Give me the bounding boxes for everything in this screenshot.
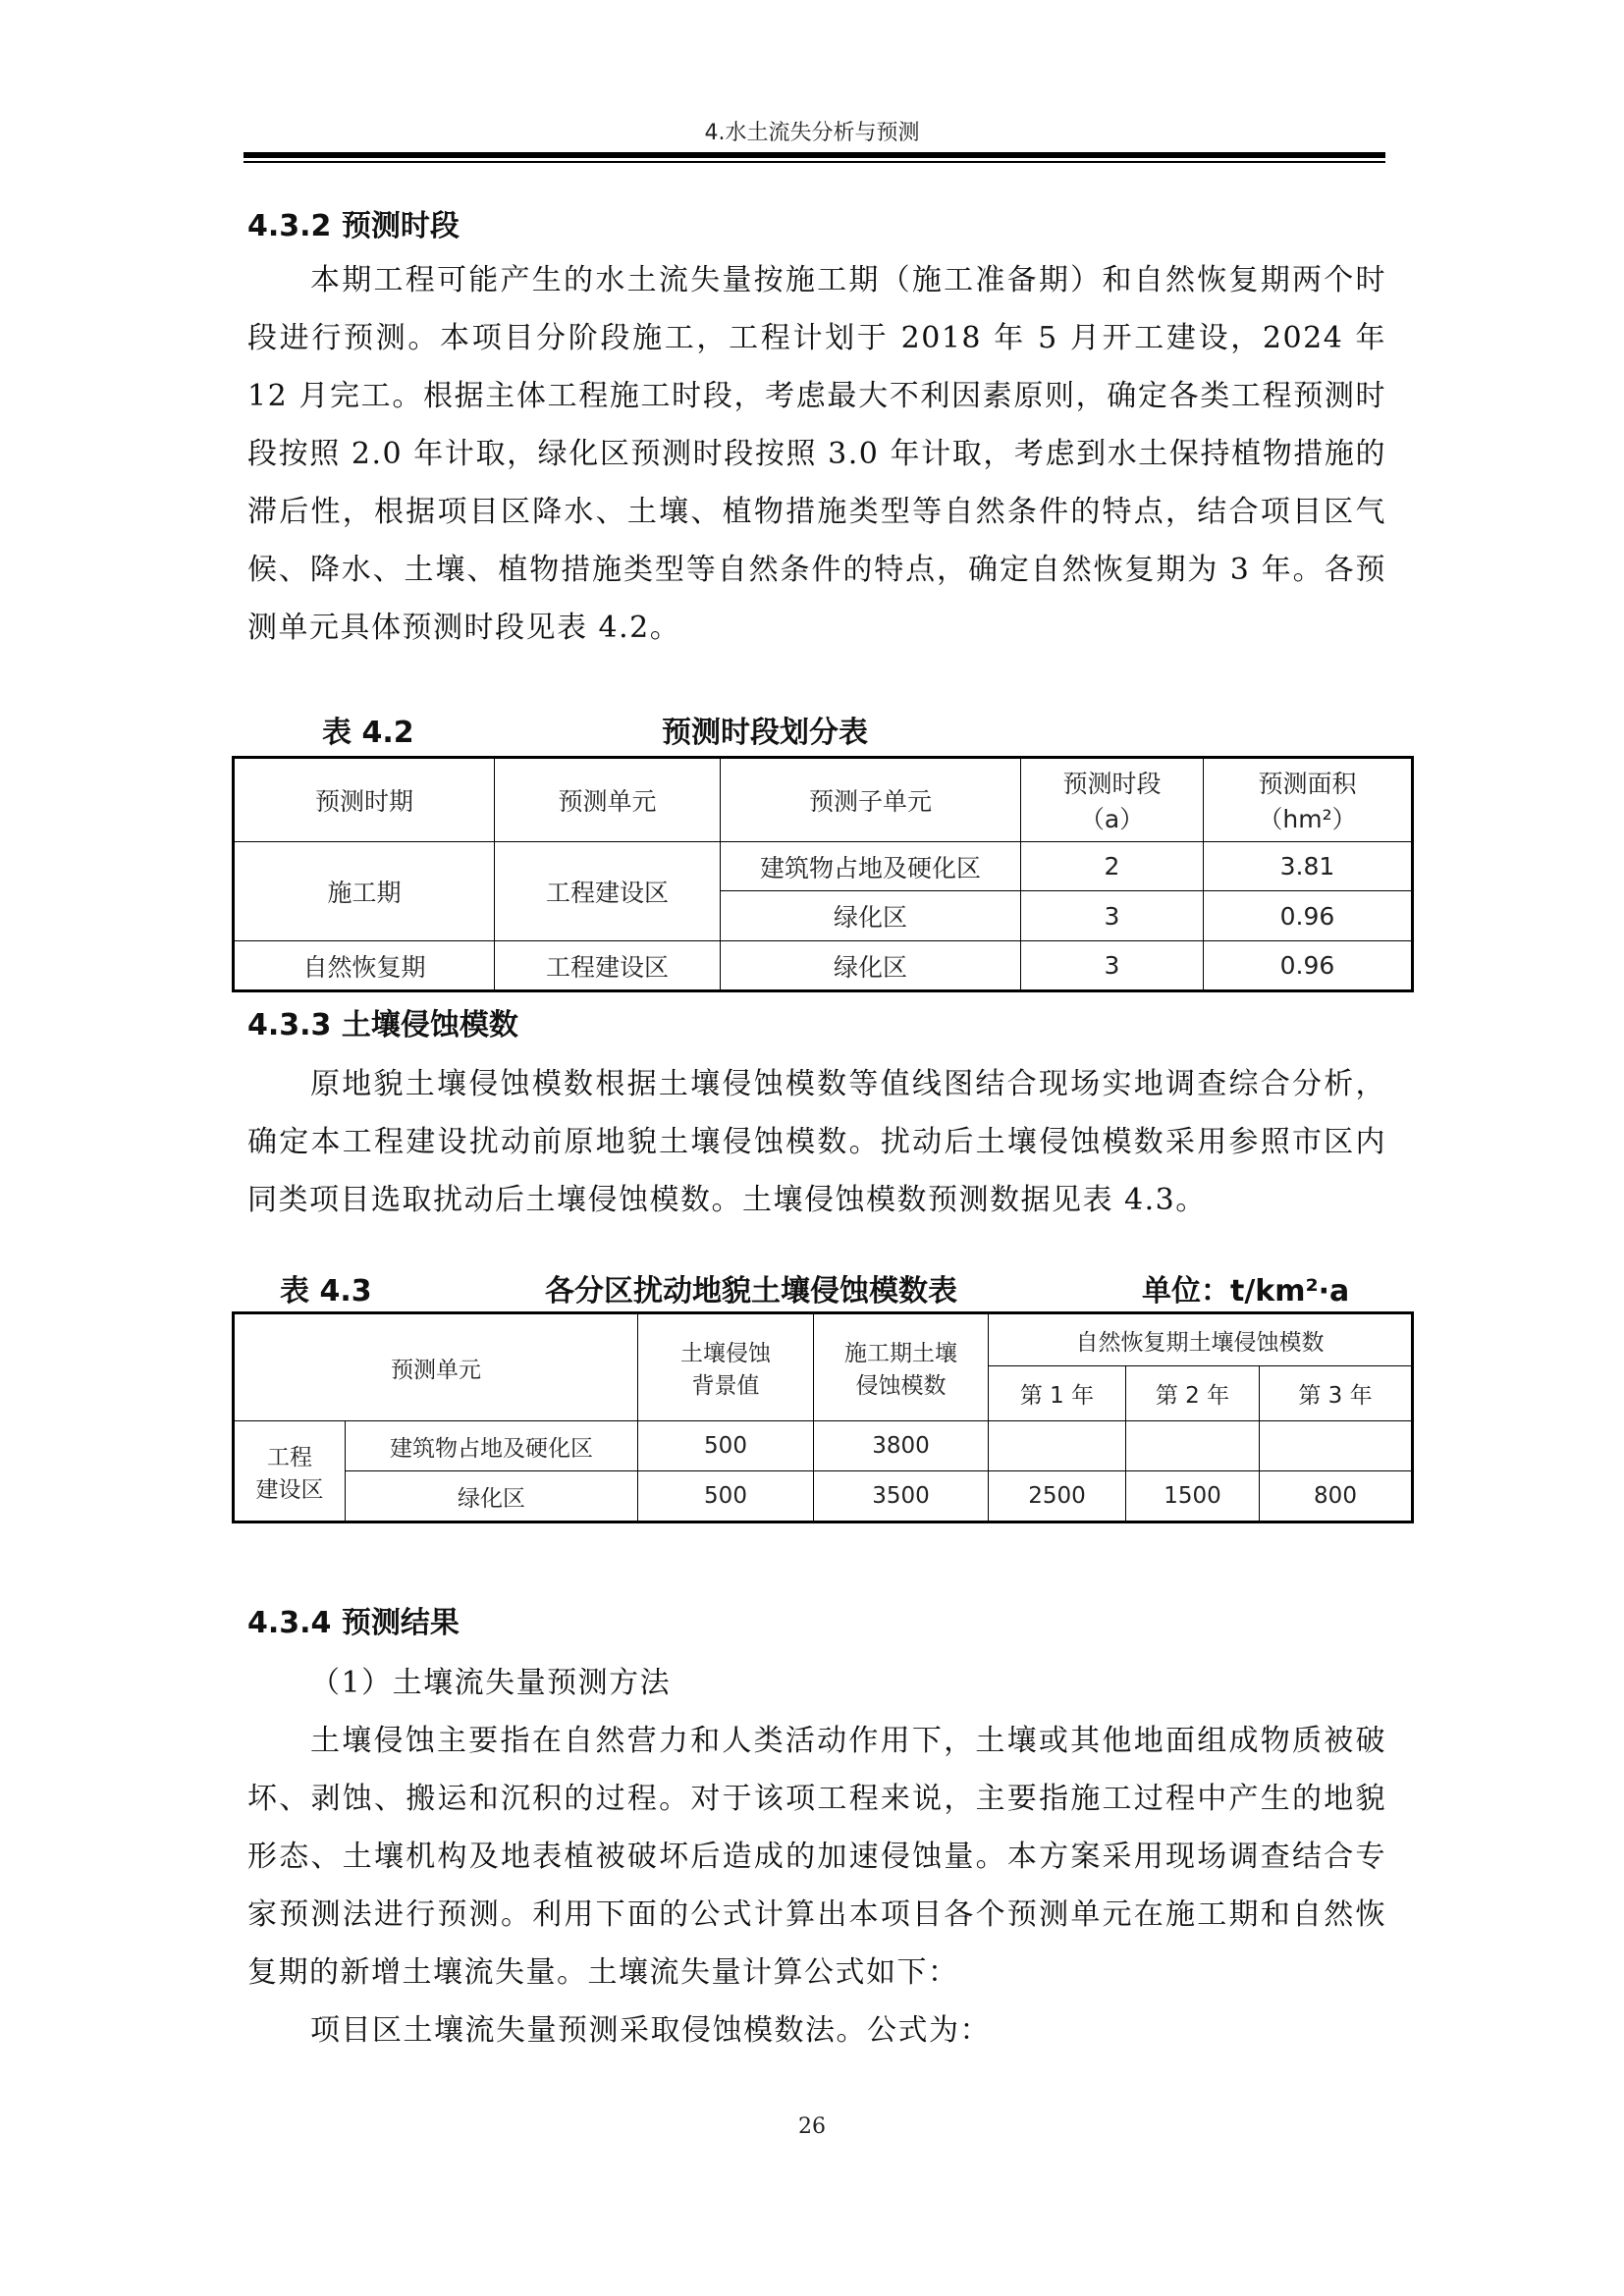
paragraph-formula-intro: 项目区土壤流失量预测采取侵蚀模数法。公式为： [310, 2013, 991, 2048]
header-construction-line1: 施工期土壤 [844, 1341, 957, 1366]
cell-zone-line1: 工程 [267, 1444, 312, 1470]
header-rule [244, 152, 1385, 158]
table-4-3-unit: 单位：t/km²·a [1142, 1274, 1350, 1308]
cell-years: 3 [1021, 891, 1204, 941]
section-heading-433: 4.3.3 土壤侵蚀模数 [247, 1008, 518, 1042]
header-construction-line2: 侵蚀模数 [855, 1373, 947, 1399]
header-unit: 预测单元 [495, 758, 721, 842]
cell-zone-line2: 建设区 [255, 1476, 324, 1503]
table-row [234, 842, 1413, 891]
header-year-1: 第 1 年 [989, 1366, 1126, 1421]
cell-year-1 [989, 1421, 1126, 1471]
header-subunit: 预测子单元 [721, 758, 1021, 842]
header-year-3: 第 3 年 [1260, 1366, 1413, 1421]
section-heading-434: 4.3.4 预测结果 [247, 1606, 460, 1640]
running-header: 4.水土流失分析与预测 [704, 121, 920, 145]
cell-subunit: 绿化区 [721, 891, 1021, 941]
cell-subunit: 建筑物占地及硬化区 [346, 1421, 638, 1471]
header-background [638, 1313, 814, 1421]
header-recovery: 自然恢复期土壤侵蚀模数 [989, 1313, 1413, 1366]
cell-subunit: 绿化区 [346, 1471, 638, 1522]
header-unit: 预测单元 [234, 1313, 638, 1421]
table-row [234, 1421, 1413, 1471]
cell-zone [234, 1421, 346, 1522]
cell-years: 3 [1021, 941, 1204, 991]
table-4-3-title: 各分区扰动地貌土壤侵蚀模数表 [545, 1274, 957, 1308]
cell-years: 2 [1021, 842, 1204, 891]
header-area-unit: （hm²） [1258, 805, 1357, 833]
cell-subunit: 绿化区 [721, 941, 1021, 991]
header-background-line2: 背景值 [691, 1373, 760, 1399]
erosion-modulus-table [232, 1311, 1414, 1523]
section-heading-432: 4.3.2 预测时段 [247, 209, 460, 243]
subheading-method: （1）土壤流失量预测方法 [310, 1666, 672, 1700]
header-area [1204, 758, 1413, 842]
cell-area: 0.96 [1204, 891, 1413, 941]
cell-unit: 工程建设区 [495, 842, 721, 941]
cell-year-3 [1260, 1421, 1413, 1471]
header-duration [1021, 758, 1204, 842]
cell-year-1: 2500 [989, 1471, 1126, 1522]
header-area-label: 预测面积 [1258, 770, 1357, 798]
header-duration-unit: （a） [1079, 805, 1145, 833]
paragraph-erosion-modulus: 原地貌土壤侵蚀模数根据土壤侵蚀模数等值线图结合现场实地调查综合分析，确定本工程建设扰动前原地貌土壤侵蚀模数。扰动后土壤侵蚀模数采用参照市区内同类项目选取扰动后土壤侵蚀模数。土壤侵蚀模数预测数据见表 4.3。 [247, 1067, 1386, 1217]
cell-year-2: 1500 [1126, 1471, 1260, 1522]
header-period: 预测时期 [234, 758, 495, 842]
cell-area: 3.81 [1204, 842, 1413, 891]
table-4-2-number: 表 4.2 [322, 716, 414, 750]
cell-area: 0.96 [1204, 941, 1413, 991]
header-rule-thin [244, 161, 1385, 163]
cell-period: 施工期 [234, 842, 495, 941]
cell-period: 自然恢复期 [234, 941, 495, 991]
header-duration-label: 预测时段 [1062, 770, 1162, 798]
cell-unit: 工程建设区 [495, 941, 721, 991]
table-row [234, 941, 1413, 991]
table-4-2-title: 预测时段划分表 [662, 716, 868, 750]
header-construction [814, 1313, 989, 1421]
paragraph-prediction-period: 本期工程可能产生的水土流失量按施工期（施工准备期）和自然恢复期两个时段进行预测。本项目分阶段施工，工程计划于 2018 年 5 月开工建设，2024 年 12 月完工。根据主体工程施工时段，考虑最大不利因素原则，确定各类工程预测时段按照 2.0 年计取，绿化区预测时段按照 3.0 年计取，考虑到水土保持植物措施的滞后性，根据项目区降水、土壤、植物措施类型等自然条件的特点，结合项目区气候、降水、土壤、植物措施类型等自然条件的特点，确定自然恢复期为 3 年。各预测单元具体预测时段见表 4.2。 [247, 263, 1386, 645]
header-year-2: 第 2 年 [1126, 1366, 1260, 1421]
cell-construction: 3800 [814, 1421, 989, 1471]
cell-subunit: 建筑物占地及硬化区 [721, 842, 1021, 891]
cell-year-2 [1126, 1421, 1260, 1471]
cell-construction: 3500 [814, 1471, 989, 1522]
table-row [234, 1471, 1413, 1522]
table-header-row [234, 1313, 1413, 1366]
page-number: 26 [798, 2114, 826, 2139]
prediction-period-table [232, 756, 1414, 992]
header-background-line1: 土壤侵蚀 [680, 1341, 771, 1366]
table-header-row [234, 758, 1413, 842]
table-4-3-number: 表 4.3 [280, 1274, 372, 1308]
cell-background: 500 [638, 1471, 814, 1522]
cell-year-3: 800 [1260, 1471, 1413, 1522]
paragraph-soil-loss: 土壤侵蚀主要指在自然营力和人类活动作用下，土壤或其他地面组成物质被破坏、剥蚀、搬运和沉积的过程。对于该项工程来说，主要指施工过程中产生的地貌形态、土壤机构及地表植被破坏后造成的加速侵蚀量。本方案采用现场调查结合专家预测法进行预测。利用下面的公式计算出本项目各个预测单元在施工期和自然恢复期的新增土壤流失量。土壤流失量计算公式如下： [247, 1724, 1386, 1990]
cell-background: 500 [638, 1421, 814, 1471]
